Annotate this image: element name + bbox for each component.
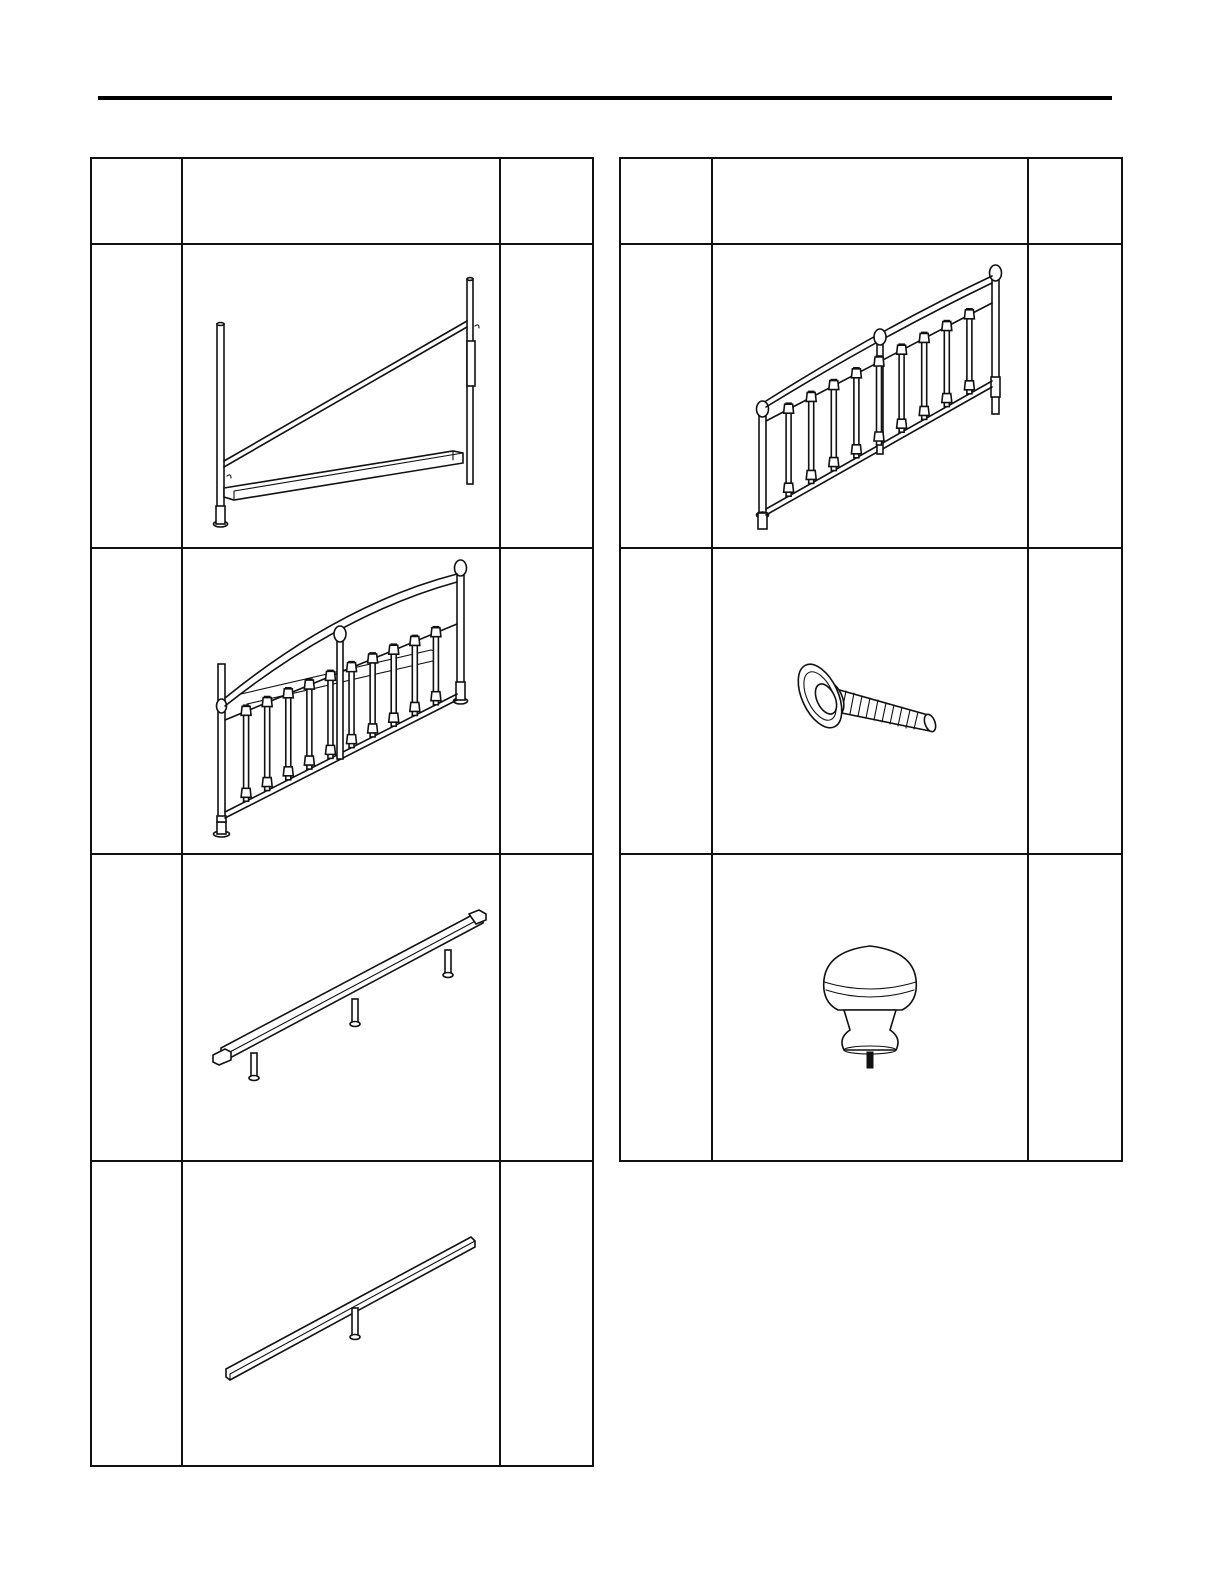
table-row <box>620 244 1122 548</box>
header-rule <box>98 96 1112 100</box>
part-label <box>91 854 182 1161</box>
center-rail-with-one-leg-icon <box>191 1229 491 1399</box>
table-row <box>620 548 1122 854</box>
part-picture-cell <box>712 244 1028 548</box>
headboard-panel-icon <box>191 554 491 849</box>
finial-knob-icon <box>810 938 930 1078</box>
table-row <box>620 854 1122 1161</box>
footboard-panel-icon <box>720 251 1020 541</box>
column-header-part <box>620 158 712 244</box>
qty-cell <box>1028 548 1122 854</box>
thumb-screw-bolt-icon <box>790 641 950 761</box>
table-row <box>91 1161 593 1466</box>
part-picture-cell <box>712 854 1028 1161</box>
headboard-frame-with-side-rail-icon <box>191 251 491 541</box>
part-picture-cell <box>182 244 500 548</box>
parts-table-left <box>90 157 594 1467</box>
table-header-row <box>620 158 1122 244</box>
part-label <box>91 548 182 854</box>
qty-cell <box>1028 244 1122 548</box>
part-label <box>91 1161 182 1466</box>
part-picture-cell <box>182 1161 500 1466</box>
side-rail-with-three-legs-icon <box>191 908 491 1108</box>
table-row <box>91 854 593 1161</box>
qty-cell <box>500 244 593 548</box>
qty-cell <box>500 1161 593 1466</box>
parts-table-right <box>619 157 1123 1162</box>
table-header-row <box>91 158 593 244</box>
part-label <box>620 244 712 548</box>
table-row <box>91 244 593 548</box>
part-label <box>620 548 712 854</box>
column-header-qty <box>500 158 593 244</box>
part-picture-cell <box>712 548 1028 854</box>
column-header-qty <box>1028 158 1122 244</box>
part-label <box>91 244 182 548</box>
qty-cell <box>500 854 593 1161</box>
qty-cell <box>1028 854 1122 1161</box>
column-header-part <box>91 158 182 244</box>
part-label <box>620 854 712 1161</box>
column-header-picture <box>712 158 1028 244</box>
part-picture-cell <box>182 854 500 1161</box>
qty-cell <box>500 548 593 854</box>
column-header-picture <box>182 158 500 244</box>
table-row <box>91 548 593 854</box>
part-picture-cell <box>182 548 500 854</box>
